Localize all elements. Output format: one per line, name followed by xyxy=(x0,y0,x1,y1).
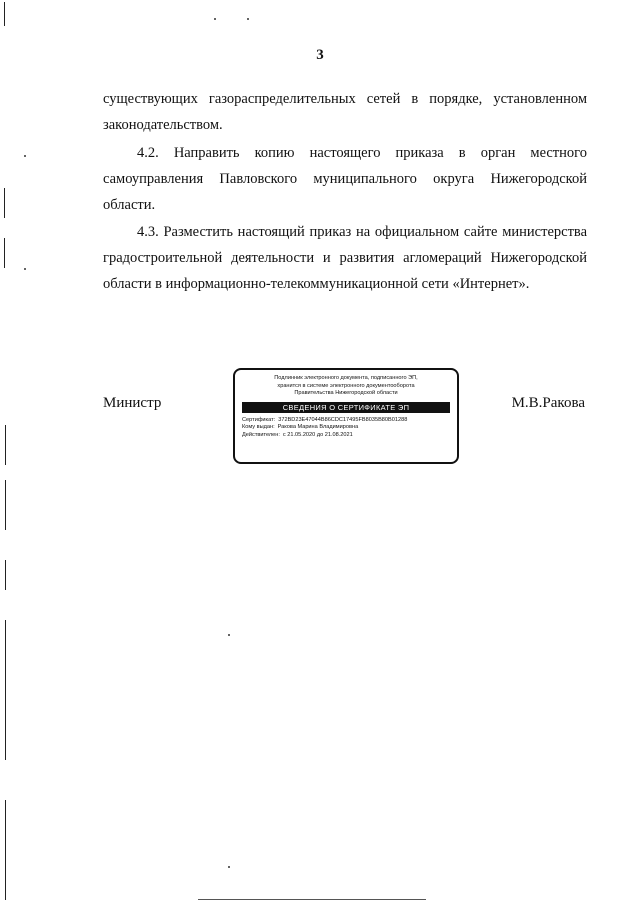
paragraph-continuation: существующих газораспределительных сетей в порядке, установленном законодательством. xyxy=(103,91,587,133)
scan-margin-mark xyxy=(5,560,6,590)
stamp-valid-value: с 21.05.2020 до 21.08.2021 xyxy=(282,432,353,439)
scan-dot xyxy=(24,155,26,157)
scan-bottom-edge xyxy=(198,899,426,900)
signatory-position: Министр xyxy=(103,395,162,411)
stamp-header xyxy=(242,375,450,398)
page-number: 3 xyxy=(316,47,324,63)
signatory-name: М.В.Ракова xyxy=(511,395,585,411)
scan-margin-mark xyxy=(5,620,6,760)
scan-margin-mark xyxy=(5,425,6,465)
stamp-issued-row xyxy=(242,424,450,432)
stamp-valid-row xyxy=(242,432,450,440)
electronic-signature-stamp xyxy=(233,368,459,464)
scan-margin-mark xyxy=(4,2,5,26)
scan-margin-mark xyxy=(5,480,6,530)
stamp-certificate-label: Сертификат: xyxy=(242,416,276,423)
paragraph-4-2 xyxy=(103,140,587,218)
stamp-header-line: хранится в системе электронного документооборота xyxy=(277,382,415,389)
scan-margin-mark xyxy=(5,800,6,900)
scan-dot xyxy=(228,866,230,868)
stamp-issued-value: Ракова Марина Владимировна xyxy=(277,424,359,431)
scan-dot xyxy=(247,18,249,20)
paragraph-4-3 xyxy=(103,219,587,297)
paragraph-4-2-text: 4.2. Направить копию настоящего приказа в орган местного самоуправления Павловского муниципального округа Нижегородской области. xyxy=(103,145,587,213)
paragraph-4-3-text: 4.3. Разместить настоящий приказ на официальном сайте министерства градостроительной деятельности и развития агломераций Нижегородской области в информационно-телекоммуникационной сети «Интернет». xyxy=(103,224,587,292)
scan-dot xyxy=(214,18,216,20)
stamp-header-line: Подлинник электронного документа, подписанного ЭП, xyxy=(274,375,418,381)
scan-dot xyxy=(24,268,26,270)
scan-dot xyxy=(228,634,230,636)
scan-margin-mark xyxy=(4,188,5,218)
scan-margin-mark xyxy=(4,238,5,268)
stamp-certificate-row xyxy=(242,417,450,425)
stamp-certificate-value: 372BD23E47044B86CDC17495FB8035B80B01288 xyxy=(278,416,408,423)
stamp-title-bar: СВЕДЕНИЯ О СЕРТИФИКАТЕ ЭП xyxy=(242,402,450,413)
stamp-issued-label: Кому выдан: xyxy=(242,424,275,431)
stamp-valid-label: Действителен: xyxy=(242,432,280,439)
stamp-header-line: Правительства Нижегородской области xyxy=(294,390,398,396)
